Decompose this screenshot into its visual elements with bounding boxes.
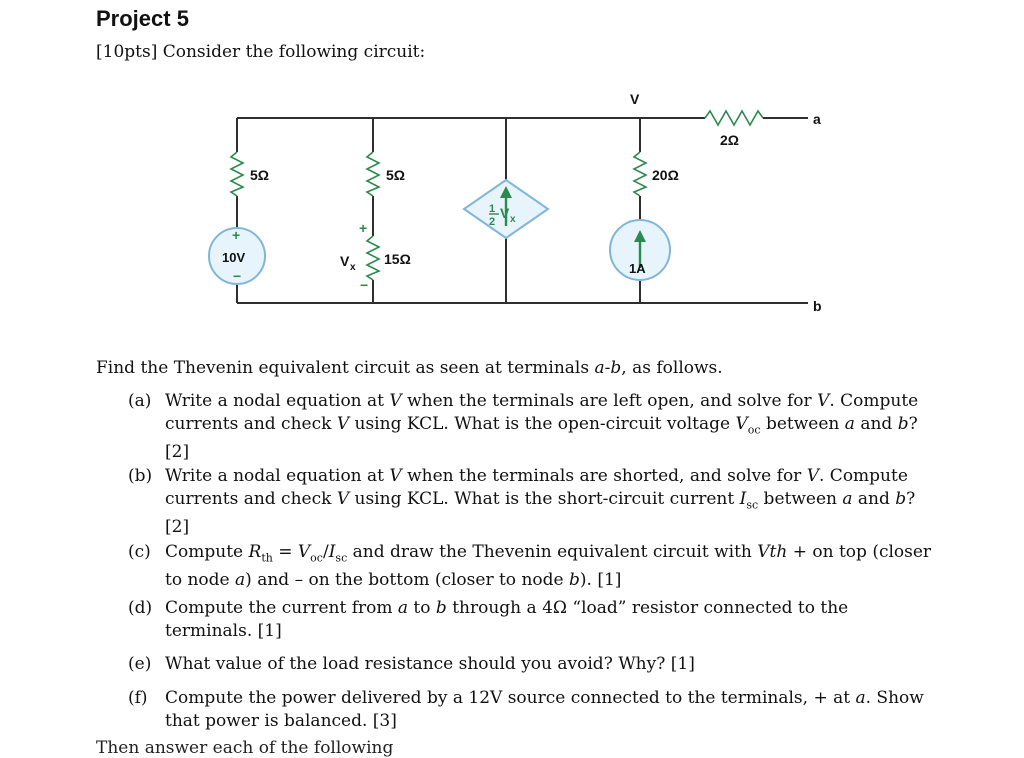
- part-f-text: Compute the power delivered by a 12V source connected to the terminals, + at a. Show that power is balanced. [3]: [165, 688, 924, 731]
- page-title: Project 5: [96, 6, 189, 31]
- find-instructions: Find the Thevenin equivalent circuit as seen at terminals a-b, as follows.: [96, 358, 723, 378]
- dep-var-sub: x: [510, 214, 516, 225]
- node-v-label: V: [630, 91, 640, 107]
- i-source-label: 1A: [629, 261, 646, 276]
- part-c-text: Compute $R_{th} = V_{oc}/I_{sc}$ and draw the Thevenin equivalent circuit with Vth + on top (closer to node a) and – on the bottom (closer to node b). [1]: [165, 542, 932, 591]
- r-right-label: 20Ω: [652, 167, 679, 183]
- cut-off-text: Then answer each of the following: [96, 738, 394, 758]
- dep-fraction-den: 2: [489, 216, 496, 228]
- circuit-diagram: [0, 0, 1024, 350]
- dep-fraction-num: 1: [489, 203, 496, 215]
- part-c-label: (c): [128, 542, 151, 562]
- part-b-text: Write a nodal equation at V when the terminals are shorted, and solve for V. Compute currents and check V using KCL. What is the short-circuit current $I_{sc}$ between a and b? [2]: [165, 466, 916, 538]
- vx-minus: −: [360, 277, 369, 293]
- dep-var: V: [500, 205, 510, 221]
- part-a-text: Write a nodal equation at V when the terminals are left open, and solve for V. Compute currents and check V using KCL. What is the open-circuit voltage $V_{oc}$ between a and b? [2]: [165, 391, 919, 463]
- intro-text: [10pts] Consider the following circuit:: [96, 42, 426, 62]
- part-f-label: (f): [128, 688, 148, 708]
- v-source-plus: +: [232, 227, 241, 243]
- part-b-label: (b): [128, 466, 153, 486]
- part-a-label: (a): [128, 391, 152, 411]
- vx-plus: +: [359, 220, 368, 236]
- v-source-label: 10V: [222, 250, 246, 265]
- v-source-minus: −: [233, 268, 242, 284]
- vx-label: V: [340, 253, 350, 269]
- terminal-a-label: a: [813, 111, 821, 127]
- part-d-text: Compute the current from a to b through a 4Ω “load” resistor connected to the terminals. [1]: [165, 598, 849, 641]
- part-d-label: (d): [128, 598, 153, 618]
- vx-sub: x: [350, 262, 356, 273]
- part-e-label: (e): [128, 654, 152, 674]
- r-left-label: 5Ω: [250, 167, 270, 183]
- r-mid-top-label: 5Ω: [386, 167, 406, 183]
- part-e-text: What value of the load resistance should you avoid? Why? [1]: [165, 654, 695, 674]
- r-series-label: 2Ω: [720, 132, 740, 148]
- r-mid-bottom-label: 15Ω: [384, 251, 411, 267]
- terminal-b-label: b: [813, 298, 822, 314]
